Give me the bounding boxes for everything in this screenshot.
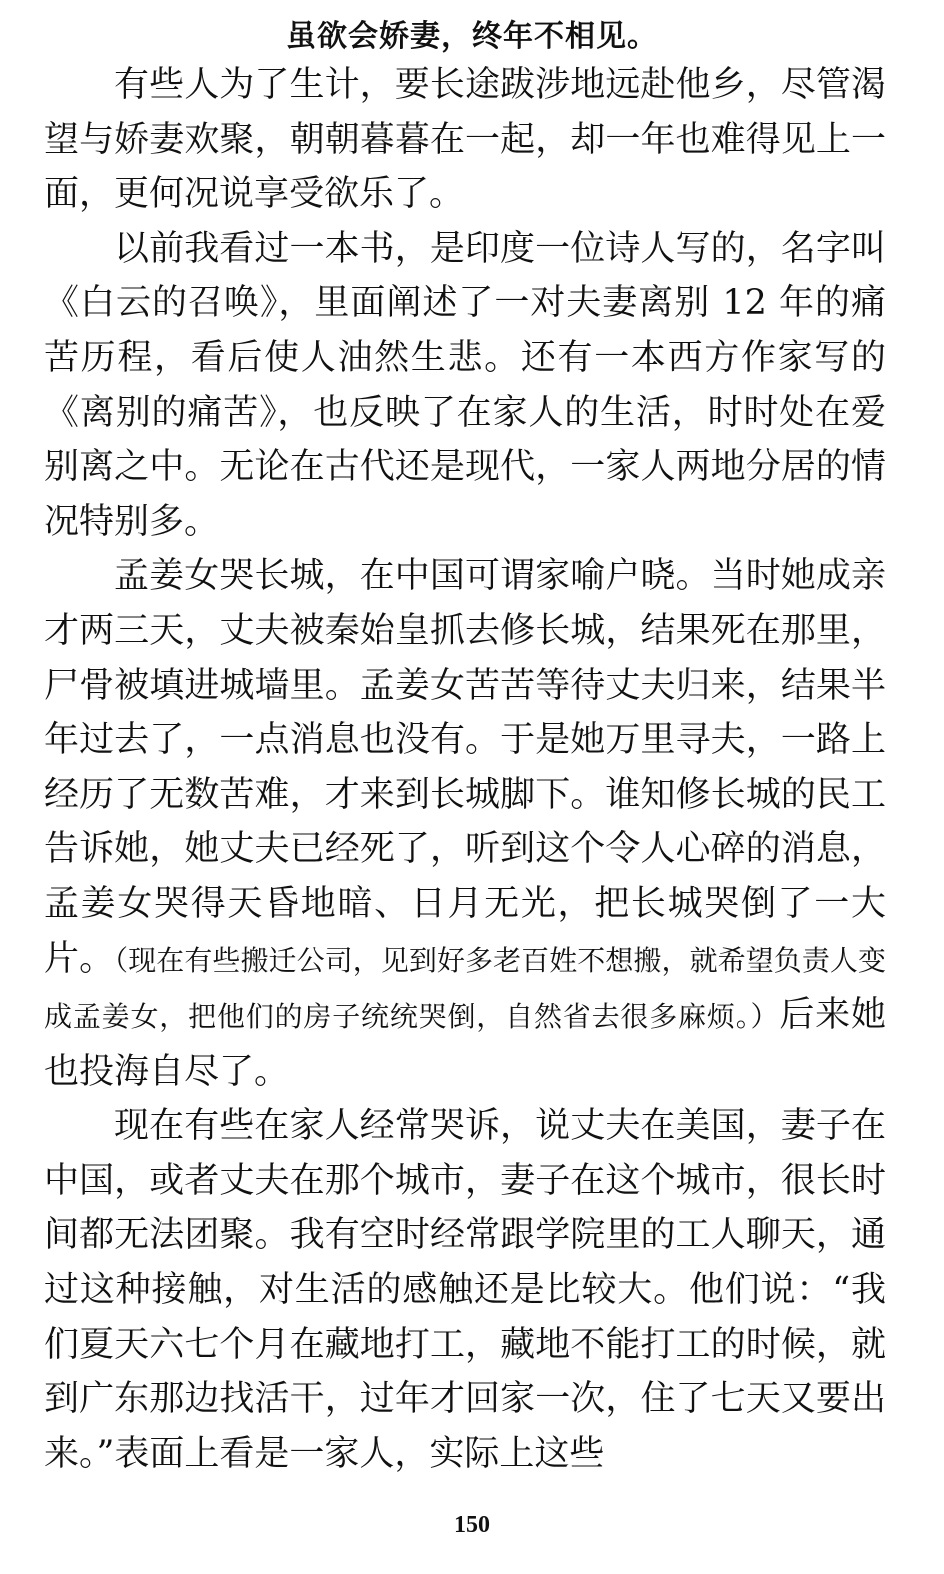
paragraph-text: 现在有些在家人经常哭诉，说丈夫在美国，妻子在中国，或者丈夫在那个城市，妻子在这个城市，很长时间都无法团聚。我有空时经常跟学院里的工人聊天，通过这种接触，对生活的感触还是比较大。他们说：“我们夏天六七个月在藏地打工，藏地不能打工的时候，就到广东那边找活干，过年才回家一次，住了七天又要出来。”表面上看是一家人，实际上这些 [44,1106,886,1474]
paragraph-tail: 后来她也投海自尽了。 [44,995,886,1092]
paragraph-text: 以前我看过一本书，是印度一位诗人写的，名字叫《白云的召唤》，里面阐述了一对夫妻离别 12 年的痛苦历程，看后使人油然生悲。还有一本西方作家写的《离别的痛苦》，也反映了在家人的生活，时时处在爱别离之中。无论在古代还是现代，一家人两地分居的情况特别多。 [44,228,886,542]
paragraph-text: 有些人为了生计，要长途跋涉地远赴他乡，尽管渴望与娇妻欢聚，朝朝暮暮在一起，却一年也难得见上一面，更何况说享受欲乐了。 [44,65,886,215]
body-text [44,58,886,1481]
paragraph [44,549,886,1099]
page-number: 150 [454,1512,490,1538]
paragraph [44,58,886,222]
paragraph-text: 孟姜女哭长城，在中国可谓家喻户晓。当时她成亲才两三天，丈夫被秦始皇抓去修长城，结果死在那里，尸骨被填进城墙里。孟姜女苦苦等待丈夫归来，结果半年过去了，一点消息也没有。于是她万里寻夫，一路上经历了无数苦难，才来到长城脚下。谁知修长城的民工告诉她，她丈夫已经死了，听到这个令人心碎的消息，孟姜女哭得天昏地暗、日月无光，把长城哭倒了一大片。 [44,556,886,979]
paragraph [44,1099,886,1481]
parenthetical-note: （现在有些搬迁公司，见到好多老百姓不想搬，就希望负责人变成孟姜女，把他们的房子统统哭倒，自然省去很多麻烦。） [44,943,886,1034]
paragraph [44,222,886,550]
verse-heading: 虽欲会娇妻，终年不相见。 [286,19,658,54]
